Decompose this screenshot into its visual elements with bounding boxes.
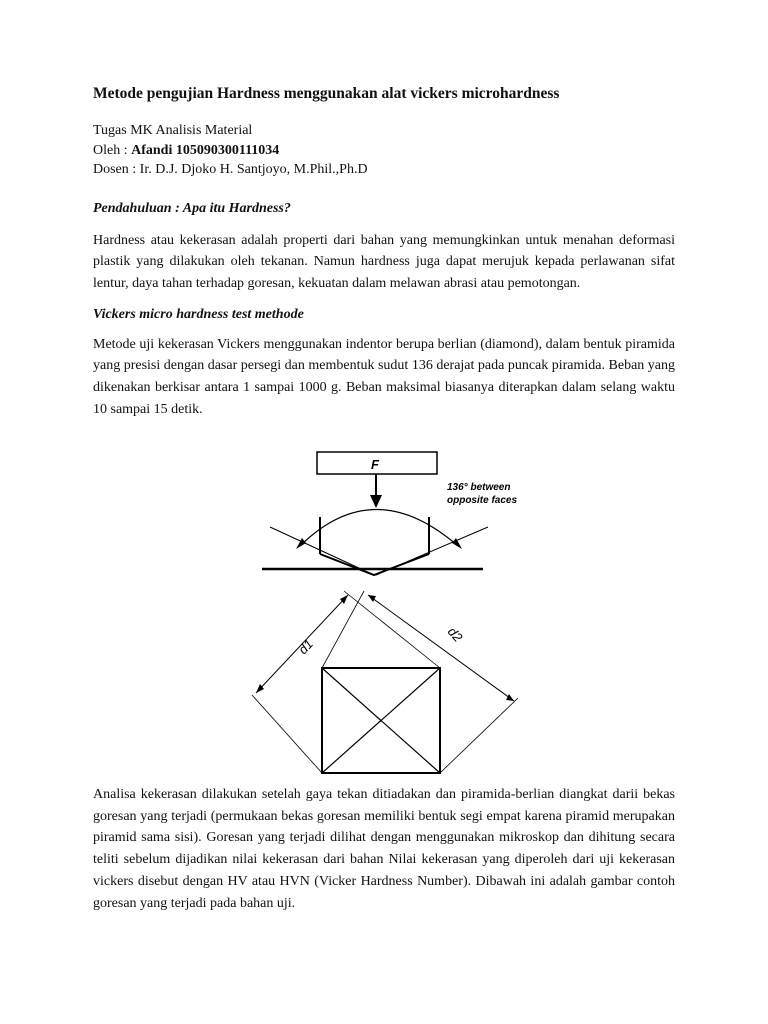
author-name: Afandi 105090300111034	[131, 142, 280, 158]
document-title: Metode pengujian Hardness menggunakan alat vickers microhardness	[93, 85, 560, 102]
angle-label-line1: 136° between	[447, 482, 511, 493]
author-prefix: Oleh :	[93, 142, 132, 158]
method-heading: Vickers micro hardness test methode	[93, 306, 304, 322]
lecturer-line: Dosen : Ir. D.J. Djoko H. Santjoyo, M.Phil.,Ph.D	[93, 162, 368, 177]
d2-label: d2	[444, 623, 466, 645]
arc-arrow-right	[452, 538, 462, 549]
d1-label: d1	[295, 636, 317, 658]
author-line	[93, 141, 675, 161]
angle-label-line2: opposite faces	[447, 495, 518, 506]
intro-heading: Pendahuluan : Apa itu Hardness?	[93, 200, 291, 216]
vickers-indenter-diagram	[244, 443, 544, 783]
method-paragraph: Metode uji kekerasan Vickers menggunakan indentor berupa berlian (diamond), dalam bentuk piramida yang presisi dengan dasar persegi dan membentuk sudut 136 derajat pada puncak piramida. Beban yang dikenakan berkisar antara 1 sampai 1000 g. Beban maksimal biasanya diterapkan dalam selang waktu 10 sampai 15 detik.	[93, 336, 675, 417]
force-label: F	[371, 457, 379, 472]
force-arrow-head	[370, 495, 382, 508]
angle-arc	[300, 510, 458, 547]
document-meta	[93, 121, 675, 180]
document-page	[93, 84, 675, 420]
analysis-paragraph: Analisa kekerasan dilakukan setelah gaya tekan ditiadakan dan piramida-berlian diangkat darii bekas goresan yang terjadi (permukaan bekas goresan memiliki bentuk segi empat karena piramid merupakan piramid sama sisi). Goresan yang terjadi dilihat dengan menggunakan mikroskop dan dihitung secara teliti sebelum dijadikan nilai kekerasan dari bahan Nilai kekerasan yang diperoleh dari uji kekerasan vickers disebut dengan HV atau HVN (Vicker Hardness Number). Dibawah ini adalah gambar contoh goresan yang terjadi pada bahan uji.	[93, 787, 675, 911]
intro-paragraph: Hardness atau kekerasan adalah properti dari bahan yang memungkinkan untuk menahan deformasi plastik yang dilakukan oleh tekanan. Namun hardness juga dapat merujuk kepada perlawanan sifat lentur, daya tahan terhadap goresan, kekuatan dalam melawan abrasi atau pemotongan.	[93, 232, 675, 291]
course-line: Tugas MK Analisis Material	[93, 123, 253, 138]
